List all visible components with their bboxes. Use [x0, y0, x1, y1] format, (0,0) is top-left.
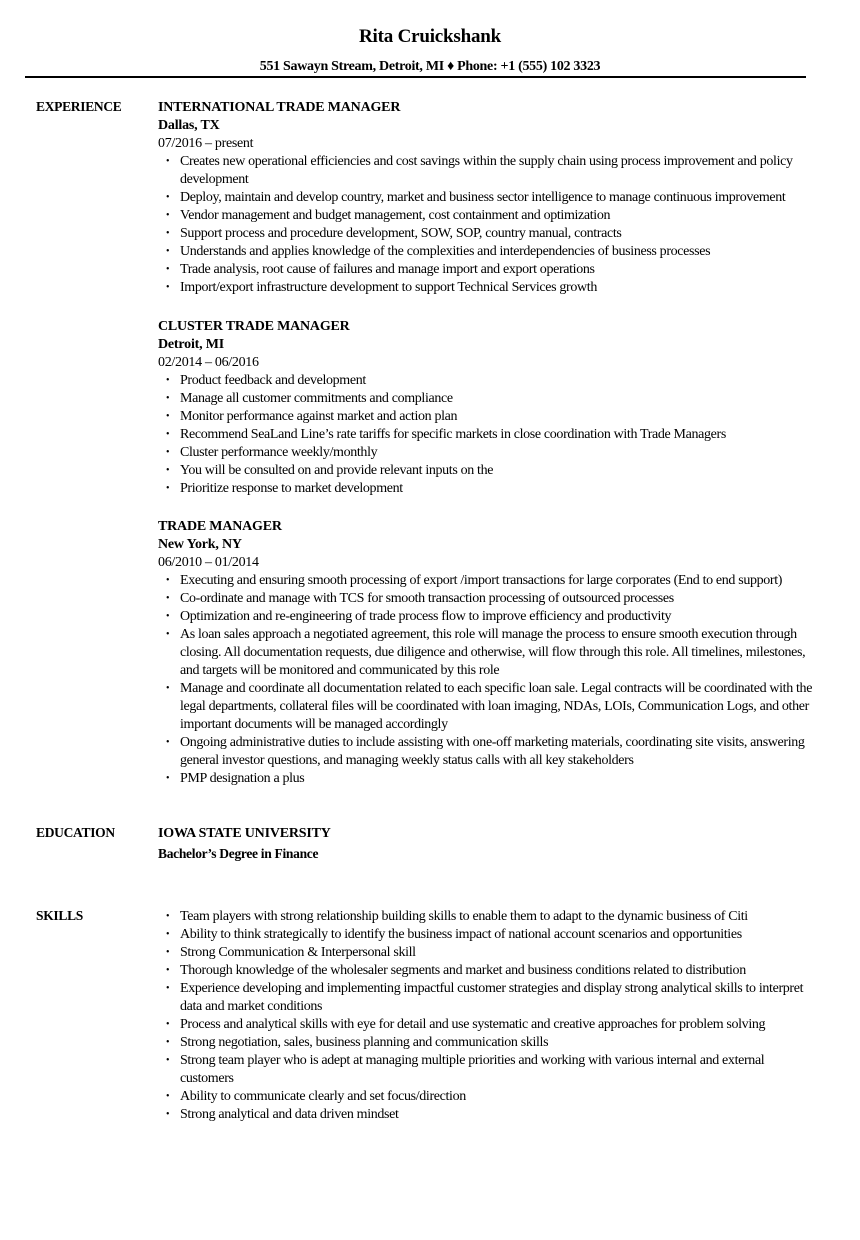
job-location: New York, NY: [158, 537, 242, 552]
bullet-text: Vendor management and budget management, cost containment and optimization: [180, 208, 611, 223]
job-title: CLUSTER TRADE MANAGER: [158, 319, 350, 334]
list-item: [158, 153, 818, 189]
job-dates: 06/2010 – 01/2014: [158, 555, 259, 570]
list-item: [158, 261, 818, 279]
job-entry: [158, 318, 818, 498]
list-item: [158, 962, 818, 980]
bullet-icon: •: [166, 375, 170, 386]
bullet-text: You will be consulted on and provide relevant inputs on the: [180, 463, 494, 478]
bullet-text: Recommend SeaLand Line’s rate tariffs for specific markets in close coordination with Trade Managers: [180, 427, 726, 442]
bullet-icon: •: [166, 264, 170, 275]
bullet-icon: •: [166, 629, 170, 640]
skill-text: Strong negotiation, sales, business planning and communication skills: [180, 1035, 549, 1050]
list-item: [158, 1052, 818, 1088]
bullet-icon: •: [166, 947, 170, 958]
list-item: [158, 1016, 818, 1034]
bullet-text: Manage and coordinate all documentation related to each specific loan sale. Legal contracts will be coordinated with the legal departments, collateral files will be coordinated with loan imaging, NDAs, LOIs, Communication Logs, and other important documents will be managed accordingly: [180, 681, 813, 732]
list-item: [158, 426, 818, 444]
school-name: IOWA STATE UNIVERSITY: [158, 826, 331, 841]
skill-text: Process and analytical skills with eye for detail and use systematic and creative approaches for problem solving: [180, 1017, 766, 1032]
bullet-icon: •: [166, 1091, 170, 1102]
bullet-icon: •: [166, 683, 170, 694]
bullet-icon: •: [166, 393, 170, 404]
list-item: [158, 1034, 818, 1052]
contact-line: 551 Sawayn Stream, Detroit, MI ♦ Phone: +1 (555) 102 3323: [259, 59, 601, 74]
list-item: [158, 590, 818, 608]
bullet-icon: •: [166, 575, 170, 586]
list-item: [158, 462, 818, 480]
job-dates: 07/2016 – present: [158, 136, 254, 151]
degree: Bachelor’s Degree in Finance: [158, 846, 319, 861]
bullet-icon: •: [166, 465, 170, 476]
section-label-experience: EXPERIENCE: [36, 99, 122, 114]
bullet-icon: •: [166, 737, 170, 748]
bullet-text: Co-ordinate and manage with TCS for smooth transaction processing of outsourced processes: [180, 591, 674, 606]
bullet-icon: •: [166, 911, 170, 922]
skill-text: Strong Communication & Interpersonal skill: [180, 945, 416, 960]
bullet-text: PMP designation a plus: [180, 771, 305, 786]
list-item: [158, 1088, 818, 1106]
bullet-icon: •: [166, 192, 170, 203]
skill-text: Strong analytical and data driven mindset: [180, 1107, 399, 1122]
list-item: [158, 626, 818, 680]
candidate-name: Rita Cruickshank: [359, 26, 501, 47]
skill-text: Team players with strong relationship building skills to enable them to adapt to the dynamic business of Citi: [180, 909, 748, 924]
bullet-icon: •: [166, 282, 170, 293]
list-item: [158, 944, 818, 962]
section-label-skills: SKILLS: [36, 908, 83, 923]
bullet-text: Creates new operational efficiencies and cost savings within the supply chain using process improvement and policy development: [180, 154, 793, 187]
bullet-text: Understands and applies knowledge of the complexities and interdependencies of business processes: [180, 244, 711, 259]
bullet-text: Prioritize response to market development: [180, 481, 403, 496]
list-item: [158, 908, 818, 926]
skill-text: Ability to think strategically to identify the business impact of national account scenarios and opportunities: [180, 927, 742, 942]
list-item: [158, 390, 818, 408]
bullet-icon: •: [166, 411, 170, 422]
bullet-icon: •: [166, 1055, 170, 1066]
bullet-icon: •: [166, 929, 170, 940]
job-bullets: [158, 572, 818, 788]
bullet-text: Monitor performance against market and action plan: [180, 409, 458, 424]
bullet-text: Support process and procedure development, SOW, SOP, country manual, contracts: [180, 226, 622, 241]
job-bullets: [158, 153, 818, 297]
header-divider: [25, 76, 806, 78]
bullet-text: Cluster performance weekly/monthly: [180, 445, 378, 460]
list-item: [158, 980, 818, 1016]
bullet-icon: •: [166, 965, 170, 976]
list-item: [158, 680, 818, 734]
bullet-text: Product feedback and development: [180, 373, 366, 388]
job-dates: 02/2014 – 06/2016: [158, 355, 259, 370]
skills-list-container: [158, 908, 818, 1124]
list-item: [158, 207, 818, 225]
list-item: [158, 770, 818, 788]
list-item: [158, 572, 818, 590]
list-item: [158, 189, 818, 207]
job-bullets: [158, 372, 818, 498]
bullet-icon: •: [166, 447, 170, 458]
job-location: Dallas, TX: [158, 118, 220, 133]
list-item: [158, 480, 818, 498]
bullet-text: Trade analysis, root cause of failures and manage import and export operations: [180, 262, 595, 277]
bullet-text: Ongoing administrative duties to include assisting with one-off marketing materials, coordinating site visits, answering general investor questions, and managing weekly status calls with all key stakeholders: [180, 735, 805, 768]
bullet-text: Manage all customer commitments and compliance: [180, 391, 453, 406]
bullet-icon: •: [166, 246, 170, 257]
bullet-icon: •: [166, 483, 170, 494]
skill-text: Experience developing and implementing impactful customer strategies and display strong analytical skills to interpret data and market conditions: [180, 981, 804, 1014]
job-title: INTERNATIONAL TRADE MANAGER: [158, 100, 401, 115]
list-item: [158, 1106, 818, 1124]
bullet-text: Optimization and re-engineering of trade process flow to improve efficiency and productivity: [180, 609, 672, 624]
bullet-icon: •: [166, 593, 170, 604]
list-item: [158, 734, 818, 770]
skill-text: Strong team player who is adept at managing multiple priorities and working with various internal and external customers: [180, 1053, 765, 1086]
job-entry: [158, 99, 818, 297]
list-item: [158, 243, 818, 261]
experience-list: [158, 99, 818, 806]
job-entry: [158, 518, 818, 788]
bullet-text: Executing and ensuring smooth processing of export /import transactions for large corporates (End to end support): [180, 573, 783, 588]
list-item: [158, 279, 818, 297]
list-item: [158, 225, 818, 243]
bullet-icon: •: [166, 156, 170, 167]
list-item: [158, 444, 818, 462]
skill-text: Ability to communicate clearly and set focus/direction: [180, 1089, 466, 1104]
list-item: [158, 926, 818, 944]
skill-text: Thorough knowledge of the wholesaler segments and market and business conditions related to distribution: [180, 963, 746, 978]
section-label-education: EDUCATION: [36, 825, 115, 840]
bullet-icon: •: [166, 611, 170, 622]
skills-list: [158, 908, 818, 1124]
bullet-icon: •: [166, 1109, 170, 1120]
list-item: [158, 608, 818, 626]
bullet-icon: •: [166, 1019, 170, 1030]
bullet-icon: •: [166, 1037, 170, 1048]
bullet-icon: •: [166, 228, 170, 239]
job-title: TRADE MANAGER: [158, 519, 282, 534]
bullet-text: Deploy, maintain and develop country, market and business sector intelligence to manage continuous improvement: [180, 190, 786, 205]
bullet-text: Import/export infrastructure development to support Technical Services growth: [180, 280, 597, 295]
list-item: [158, 372, 818, 390]
bullet-icon: •: [166, 210, 170, 221]
bullet-icon: •: [166, 429, 170, 440]
bullet-icon: •: [166, 773, 170, 784]
education-entry: [158, 825, 818, 865]
bullet-text: As loan sales approach a negotiated agreement, this role will manage the process to ensure smooth execution through closing. All documentation requests, due diligence and otherwise, will flow through this role. All timelines, milestones, and targets will be monitored and communicated by this role: [180, 627, 806, 678]
job-location: Detroit, MI: [158, 337, 224, 352]
list-item: [158, 408, 818, 426]
bullet-icon: •: [166, 983, 170, 994]
